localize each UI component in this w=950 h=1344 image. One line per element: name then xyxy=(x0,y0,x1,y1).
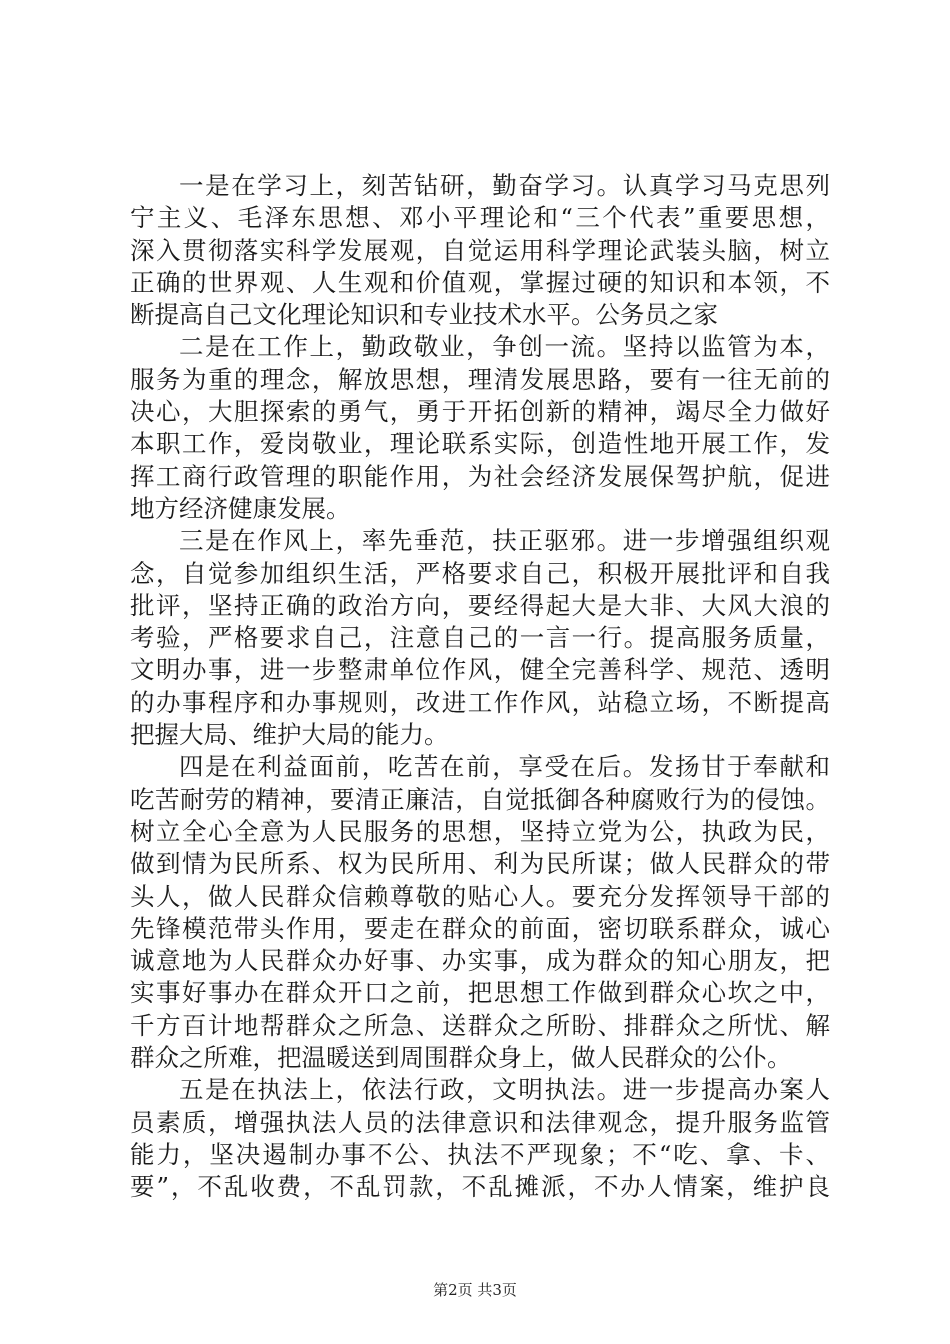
text-line: 树立全心全意为人民服务的思想，坚持立党为公，执政为民， xyxy=(130,816,830,846)
text-line: 的办事程序和办事规则，改进工作作风，站稳立场，不断提高 xyxy=(130,687,830,717)
text-line: 深入贯彻落实科学发展观，自觉运用科学理论武装头脑，树立 xyxy=(130,235,830,265)
text-line: 诚意地为人民群众办好事、办实事，成为群众的知心朋友，把 xyxy=(130,946,830,976)
text-line: 四是在利益面前，吃苦在前，享受在后。发扬甘于奉献和 xyxy=(179,752,830,782)
paragraph xyxy=(130,751,830,1074)
document-body xyxy=(130,170,830,1204)
paragraph xyxy=(130,1074,830,1203)
text-line: 把握大局、维护大局的能力。 xyxy=(130,720,449,750)
text-line: 考验，严格要求自己，注意自己的一言一行。提高服务质量， xyxy=(130,623,830,653)
text-line: 要”，不乱收费，不乱罚款，不乱摊派，不办人情案，维护良 xyxy=(130,1172,830,1202)
paragraph xyxy=(130,331,830,525)
text-line: 本职工作，爱岗敬业，理论联系实际，创造性地开展工作，发 xyxy=(130,429,830,459)
text-line: 一是在学习上，刻苦钻研，勤奋学习。认真学习马克思列 xyxy=(179,171,830,200)
text-line: 实事好事办在群众开口之前，把思想工作做到群众心坎之中， xyxy=(130,978,830,1008)
text-line: 二是在工作上，勤政敬业，争创一流。坚持以监管为本， xyxy=(179,332,830,362)
text-line: 决心，大胆探索的勇气，勇于开拓创新的精神，竭尽全力做好 xyxy=(130,397,830,427)
text-line: 千方百计地帮群众之所急、送群众之所盼、排群众之所忧、解 xyxy=(130,1010,830,1040)
text-line: 吃苦耐劳的精神，要清正廉洁，自觉抵御各种腐败行为的侵蚀。 xyxy=(130,784,830,814)
text-line: 做到情为民所系、权为民所用、利为民所谋；做人民群众的带 xyxy=(130,849,830,879)
text-line: 三是在作风上，率先垂范，扶正驱邪。进一步增强组织观 xyxy=(179,526,830,556)
text-line: 能力，坚决遏制办事不公、执法不严现象；不“吃、拿、卡、 xyxy=(130,1139,830,1169)
text-line: 五是在执法上，依法行政，文明执法。进一步提高办案人 xyxy=(179,1075,830,1105)
text-line: 断提高自己文化理论知识和专业技术水平。公务员之家 xyxy=(130,300,718,330)
text-line: 挥工商行政管理的职能作用，为社会经济发展保驾护航，促进 xyxy=(130,461,830,491)
text-line: 员素质，增强执法人员的法律意识和法律观念，提升服务监管 xyxy=(130,1107,830,1137)
text-line: 先锋模范带头作用，要走在群众的前面，密切联系群众，诚心 xyxy=(130,913,830,943)
text-line: 念，自觉参加组织生活，严格要求自己，积极开展批评和自我 xyxy=(130,558,830,588)
text-line: 头人，做人民群众信赖尊敬的贴心人。要充分发挥领导干部的 xyxy=(130,881,830,911)
text-line: 正确的世界观、人生观和价值观，掌握过硬的知识和本领，不 xyxy=(130,267,830,297)
text-line: 批评，坚持正确的政治方向，要经得起大是大非、大风大浪的 xyxy=(130,590,830,620)
text-line: 地方经济健康发展。 xyxy=(130,493,351,523)
page-footer: 第2页 共3页 xyxy=(433,1281,517,1299)
text-line: 服务为重的理念，解放思想，理清发展思路，要有一往无前的 xyxy=(130,364,830,394)
text-line: 文明办事，进一步整肃单位作风，健全完善科学、规范、透明 xyxy=(130,655,830,685)
paragraph xyxy=(130,170,830,331)
paragraph xyxy=(130,525,830,751)
text-line: 群众之所难，把温暖送到周围群众身上，做人民群众的公仆。 xyxy=(130,1043,792,1073)
text-line: 宁主义、毛泽东思想、邓小平理论和“三个代表”重要思想， xyxy=(130,203,830,233)
